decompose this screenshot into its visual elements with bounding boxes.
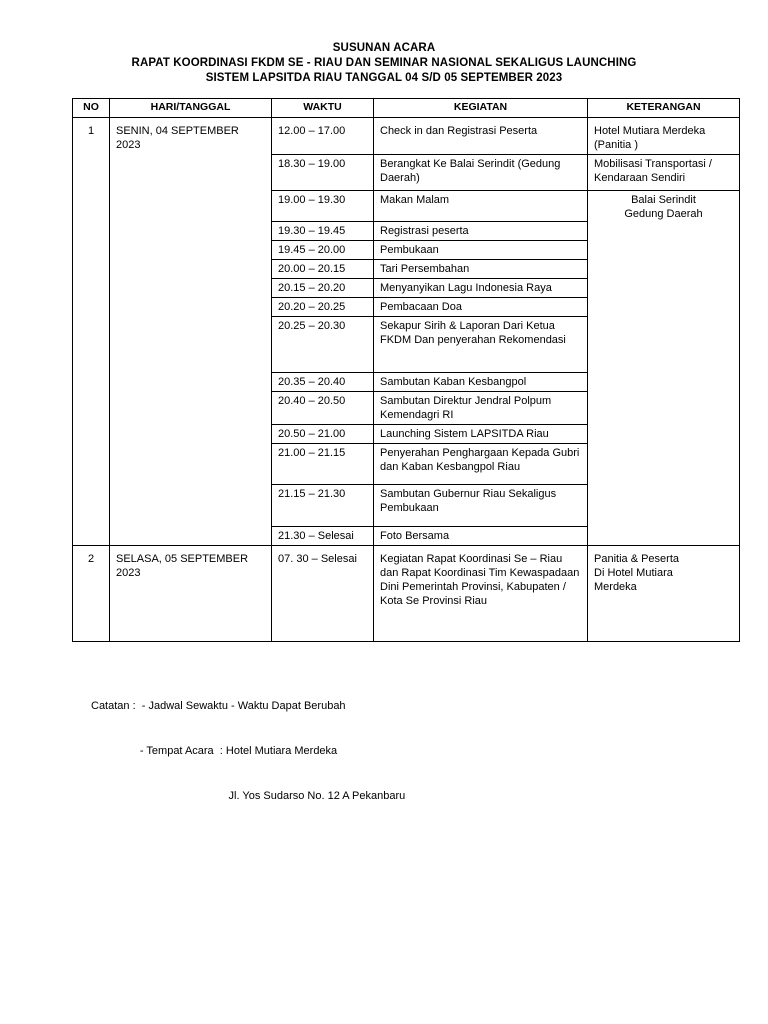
activity-cell: Sambutan Kaban Kesbangpol xyxy=(374,373,588,392)
table-row xyxy=(73,118,740,155)
activity-cell: Tari Persembahan xyxy=(374,260,588,279)
activity-cell: Sambutan Gubernur Riau Sekaligus Pembukaan xyxy=(374,485,588,527)
notes-section xyxy=(91,669,405,819)
document-header xyxy=(0,41,768,86)
header-title: SUSUNAN ACARA xyxy=(332,42,436,54)
time-cell: 20.00 – 20.15 xyxy=(272,260,374,279)
activity-cell: Berangkat Ke Balai Serindit (Gedung Daerah) xyxy=(374,155,588,191)
venue-line-1: Balai Serindit xyxy=(631,194,696,206)
time-cell: 20.50 – 21.00 xyxy=(272,425,374,444)
time-cell: 21.00 – 21.15 xyxy=(272,444,374,485)
activity-cell: Makan Malam xyxy=(374,191,588,222)
time-cell: 19.00 – 19.30 xyxy=(272,191,374,222)
col-header-no: NO xyxy=(73,99,110,118)
venue-note-cell xyxy=(588,191,740,546)
col-header-keterangan: KETERANGAN xyxy=(588,99,740,118)
time-cell: 20.15 – 20.20 xyxy=(272,279,374,298)
schedule-table xyxy=(72,98,740,642)
note-cell: Hotel Mutiara Merdeka (Panitia ) xyxy=(588,118,740,155)
note-address: Jl. Yos Sudarso No. 12 A Pekanbaru xyxy=(91,790,406,802)
note-line-3: Merdeka xyxy=(594,581,637,593)
activity-cell: Sekapur Sirih & Laporan Dari Ketua FKDM Dan penyerahan Rekomendasi xyxy=(374,317,588,373)
time-cell: 18.30 – 19.00 xyxy=(272,155,374,191)
day-date: SENIN, 04 SEPTEMBER 2023 xyxy=(110,118,272,546)
col-header-kegiatan: KEGIATAN xyxy=(374,99,588,118)
time-cell: 21.30 – Selesai xyxy=(272,527,374,546)
table-row xyxy=(73,546,740,642)
time-cell: 12.00 – 17.00 xyxy=(272,118,374,155)
activity-cell: Launching Sistem LAPSITDA Riau xyxy=(374,425,588,444)
note-cell xyxy=(588,546,740,642)
note-line-1: Panitia & Peserta xyxy=(594,553,679,565)
time-cell: 19.30 – 19.45 xyxy=(272,222,374,241)
venue-line-2: Gedung Daerah xyxy=(624,208,703,220)
note-venue: - Tempat Acara : Hotel Mutiara Merdeka xyxy=(91,745,338,757)
activity-cell: Pembacaan Doa xyxy=(374,298,588,317)
activity-cell: Registrasi peserta xyxy=(374,222,588,241)
activity-cell: Kegiatan Rapat Koordinasi Se – Riau dan Rapat Koordinasi Tim Kewaspadaan Dini Pemerintah Provinsi, Kabupaten / Kota Se Provinsi Riau xyxy=(374,546,588,642)
day-date: SELASA, 05 SEPTEMBER 2023 xyxy=(110,546,272,642)
time-cell: 20.35 – 20.40 xyxy=(272,373,374,392)
time-cell: 21.15 – 21.30 xyxy=(272,485,374,527)
note-cell: Mobilisasi Transportasi / Kendaraan Sendiri xyxy=(588,155,740,191)
day-number: 2 xyxy=(73,546,110,642)
note-schedule-change: Catatan : - Jadwal Sewaktu - Waktu Dapat Berubah xyxy=(91,700,346,712)
activity-cell: Penyerahan Penghargaan Kepada Gubri dan Kaban Kesbangpol Riau xyxy=(374,444,588,485)
activity-cell: Check in dan Registrasi Peserta xyxy=(374,118,588,155)
time-cell: 19.45 – 20.00 xyxy=(272,241,374,260)
table-header-row xyxy=(73,99,740,118)
time-cell: 20.40 – 20.50 xyxy=(272,392,374,425)
col-header-hari: HARI/TANGGAL xyxy=(110,99,272,118)
header-subtitle-1: RAPAT KOORDINASI FKDM SE - RIAU DAN SEMINAR NASIONAL SEKALIGUS LAUNCHING xyxy=(131,57,637,69)
header-subtitle-2: SISTEM LAPSITDA RIAU TANGGAL 04 S/D 05 SEPTEMBER 2023 xyxy=(205,72,563,84)
activity-cell: Foto Bersama xyxy=(374,527,588,546)
note-line-2: Di Hotel Mutiara xyxy=(594,567,673,579)
time-cell: 20.25 – 20.30 xyxy=(272,317,374,373)
col-header-waktu: WAKTU xyxy=(272,99,374,118)
time-cell: 07. 30 – Selesai xyxy=(272,546,374,642)
activity-cell: Menyanyikan Lagu Indonesia Raya xyxy=(374,279,588,298)
time-cell: 20.20 – 20.25 xyxy=(272,298,374,317)
activity-cell: Pembukaan xyxy=(374,241,588,260)
day-number: 1 xyxy=(73,118,110,546)
activity-cell: Sambutan Direktur Jendral Polpum Kemendagri RI xyxy=(374,392,588,425)
